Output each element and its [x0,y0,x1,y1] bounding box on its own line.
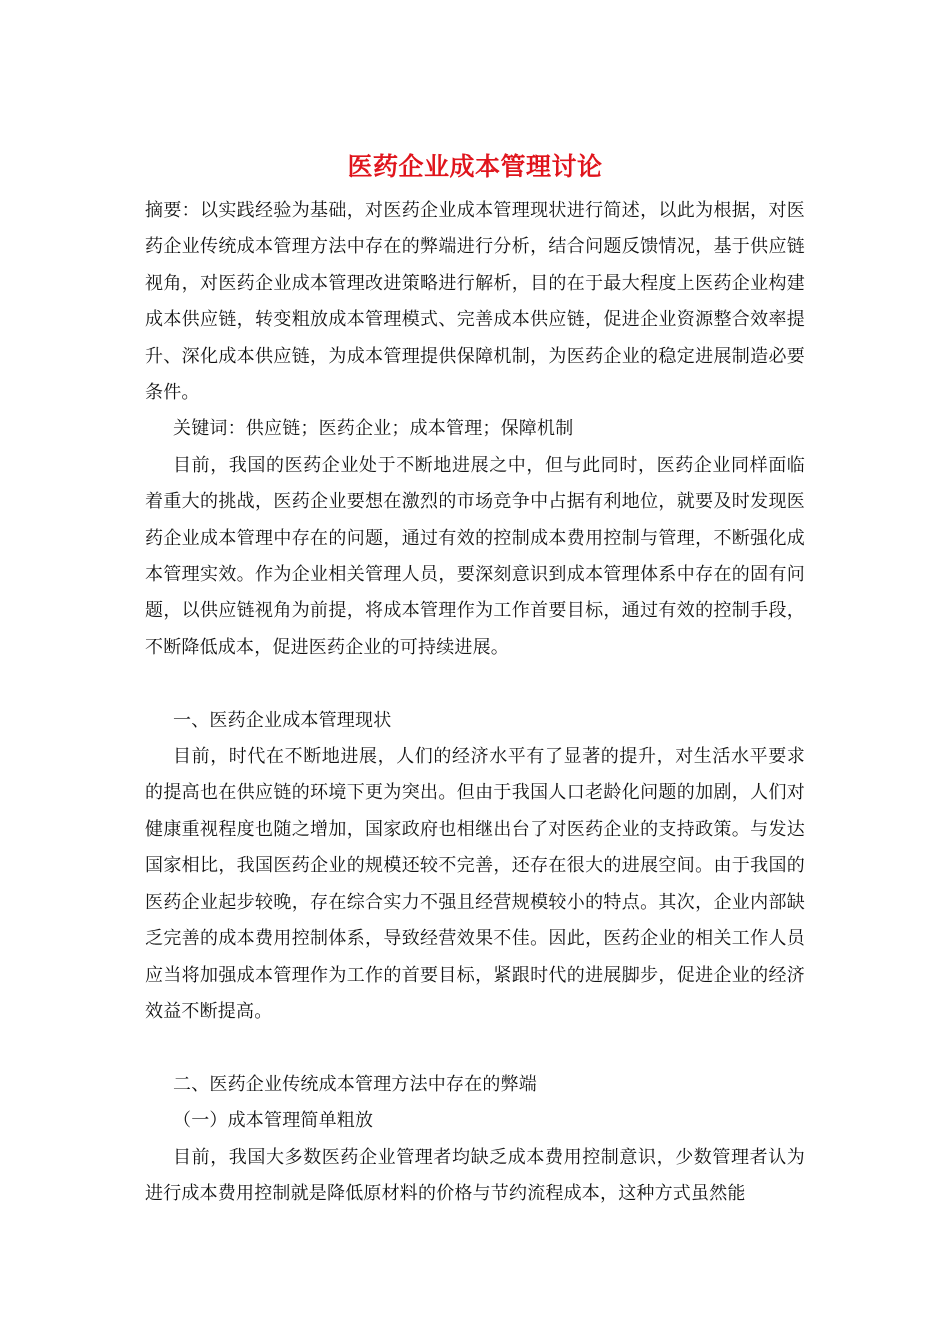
blank-line [145,1030,805,1066]
keywords-line: 关键词：供应链；医药企业；成本管理；保障机制 [173,418,574,440]
document-title: 医药企业成本管理讨论 [347,152,603,181]
blank-line [145,666,805,702]
section-2-heading: 二、医药企业传统成本管理方法中存在的弊端 [173,1073,537,1095]
abstract-paragraph: 摘要：以实践经验为基础，对医药企业成本管理现状进行简述，以此为根据，对医药企业传统成本管理方法中存在的弊端进行分析，结合问题反馈情况，基于供应链视角，对医药企业成本管理改进策略进行解析，目的在于最大程度上医药企业构建成本供应链，转变粗放成本管理模式、完善成本供应链，促进企业资源整合效率提升、深化成本供应链，为成本管理提供保障机制，为医药企业的稳定进展制造必要条件。 [145,200,805,404]
document-body [145,193,805,1212]
section-2-paragraph: 目前，我国大多数医药企业管理者均缺乏成本费用控制意识，少数管理者认为进行成本费用控制就是降低原材料的价格与节约流程成本，这种方式虽然能 [145,1146,805,1204]
section-1-heading: 一、医药企业成本管理现状 [173,709,392,731]
intro-paragraph: 目前，我国的医药企业处于不断地进展之中，但与此同时，医药企业同样面临着重大的挑战，医药企业要想在激烈的市场竞争中占据有利地位，就要及时发现医药企业成本管理中存在的问题，通过有效的控制成本费用控制与管理，不断强化成本管理实效。作为企业相关管理人员，要深刻意识到成本管理体系中存在的固有问题，以供应链视角为前提，将成本管理作为工作首要目标，通过有效的控制手段，不断降低成本，促进医药企业的可持续进展。 [145,454,805,658]
section-1-paragraph: 目前，时代在不断地进展，人们的经济水平有了显著的提升，对生活水平要求的提高也在供应链的环境下更为突出。但由于我国人口老龄化问题的加剧，人们对健康重视程度也随之增加，国家政府也相继出台了对医药企业的支持政策。与发达国家相比，我国医药企业的规模还较不完善，还存在很大的进展空间。由于我国的医药企业起步较晚，存在综合实力不强且经营规模较小的特点。其次，企业内部缺乏完善的成本费用控制体系，导致经营效果不佳。因此，医药企业的相关工作人员应当将加强成本管理作为工作的首要目标，紧跟时代的进展脚步，促进企业的经济效益不断提高。 [145,746,805,1022]
section-2-subheading: （一）成本管理简单粗放 [173,1110,374,1132]
